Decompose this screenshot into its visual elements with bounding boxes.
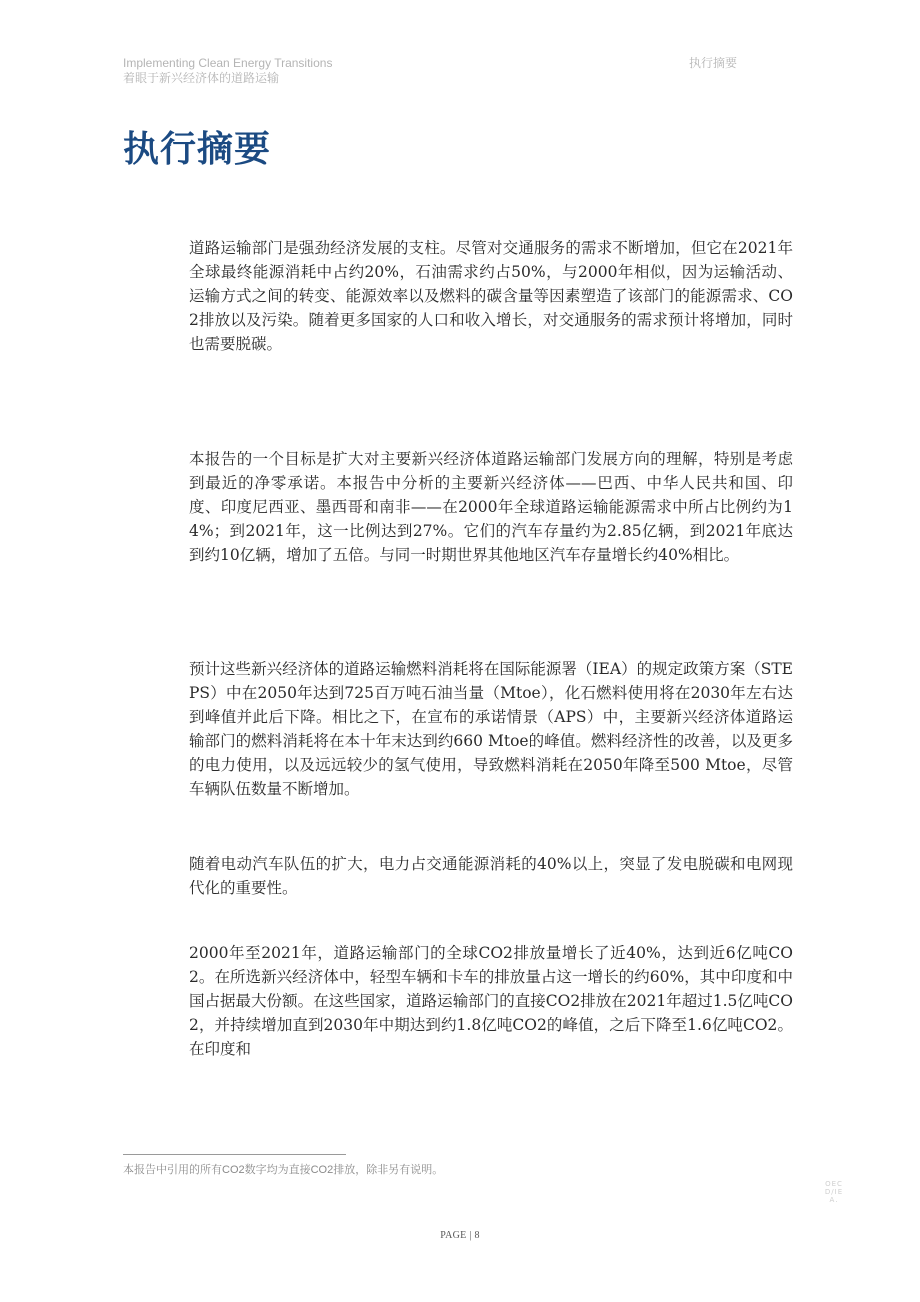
page-number: PAGE | 8 (440, 1230, 480, 1241)
body-paragraph (189, 657, 793, 801)
running-header (123, 56, 543, 86)
paragraph-text: 预计这些新兴经济体的道路运输燃料消耗将在国际能源署（IEA）的规定政策方案（STEPS）中在2050年达到725百万吨石油当量（Mtoe），化石燃料使用将在2030年左右达到峰值并此后下降。相比之下，在宣布的承诺情景（APS）中，主要新兴经济体道路运输部门的燃料消耗将在本十年末达到约660 Mtoe的峰值。燃料经济性的改善，以及更多的电力使用，以及远远较少的氢气使用，导致燃料消耗在2050年降至500 Mtoe，尽管车辆队伍数量不断增加。 (189, 660, 793, 798)
report-subtitle: 着眼于新兴经济体的道路运输 (123, 71, 280, 85)
paragraph-text: 本报告的一个目标是扩大对主要新兴经济体道路运输部门发展方向的理解，特别是考虑到最近的净零承诺。本报告中分析的主要新兴经济体——巴西、中华人民共和国、印度、印度尼西亚、墨西哥和南非——在2000年全球道路运输能源需求中所占比例约为14%；到2021年，这一比例达到27%。它们的汽车存量约为2.85亿辆，到2021年底达到约10亿辆，增加了五倍。与同一时期世界其他地区汽车存量增长约40%相比。 (189, 450, 793, 564)
copyright-watermark: OECD/IEA. (824, 1180, 844, 1204)
section-header: 执行摘要 (689, 56, 738, 70)
body-paragraph (189, 852, 793, 900)
paragraph-text: 随着电动汽车队伍的扩大，电力占交通能源消耗的40%以上，突显了发电脱碳和电网现代化的重要性。 (189, 855, 793, 897)
footnote: 本报告中引用的所有CO2数字均为直接CO2排放，除非另有说明。 (123, 1164, 444, 1176)
report-title: Implementing Clean Energy Transitions (123, 56, 333, 70)
paragraph-text: 道路运输部门是强劲经济发展的支柱。尽管对交通服务的需求不断增加，但它在2021年全球最终能源消耗中占约20%，石油需求约占50%，与2000年相似，因为运输活动、运输方式之间的转变、能源效率以及燃料的碳含量等因素塑造了该部门的能源需求、CO2排放以及污染。随着更多国家的人口和收入增长，对交通服务的需求预计将增加，同时也需要脱碳。 (189, 239, 793, 353)
body-paragraph (189, 447, 793, 567)
footnote-divider (123, 1154, 346, 1155)
paragraph-text: 2000年至2021年，道路运输部门的全球CO2排放量增长了近40%，达到近6亿吨CO2。在所选新兴经济体中，轻型车辆和卡车的排放量占这一增长的约60%，其中印度和中国占据最大份额。在这些国家，道路运输部门的直接CO2排放在2021年超过1.5亿吨CO2，并持续增加直到2030年中期达到约1.8亿吨CO2的峰值，之后下降至1.6亿吨CO2。在印度和 (189, 944, 793, 1058)
body-paragraph (189, 941, 793, 1061)
body-paragraph (189, 236, 793, 356)
page-title: 执行摘要 (123, 129, 272, 170)
